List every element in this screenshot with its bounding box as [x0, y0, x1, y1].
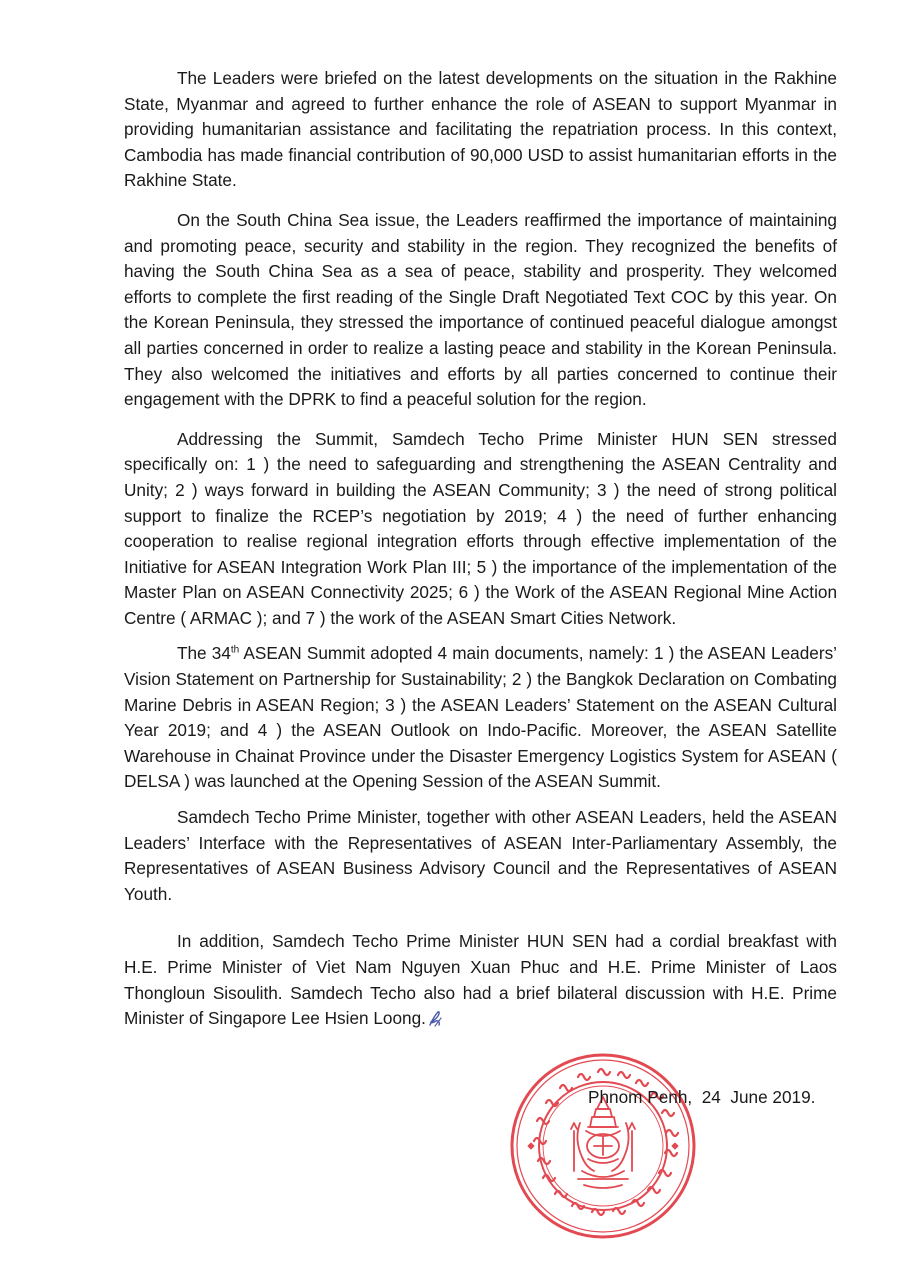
dateline: Phnom Penh, 24 June 2019.: [588, 1087, 816, 1107]
paragraph-bilateral: [124, 929, 837, 1031]
document-body: [124, 66, 837, 1032]
handwritten-initial-icon: [427, 1010, 443, 1028]
paragraph-south-china-sea-text: On the South China Sea issue, the Leaders reaffirmed the importance of maintaining and promoting peace, security and stability in the region. They recognized the benefits of having the South China Sea as a sea of peace, stability and prosperity. They welcomed efforts to complete the first reading of the Single Draft Negotiated Text COC by this year. On the Korean Peninsula, they stressed the importance of continued peaceful dialogue amongst all parties concerned in order to realize a lasting peace and stability in the Korean Peninsula. They also welcomed the initiatives and efforts by all parties concerned to continue their engagement with the DPRK to find a peaceful solution for the region.: [124, 209, 837, 410]
paragraph-rakhine-text: The Leaders were briefed on the latest developments on the situation in the Rakhine State, Myanmar and agreed to further enhance the role of ASEAN to support Myanmar in providing humanitarian assistance and facilitating the repatriation process. In this context, Cambodia has made financial contribution of 90,000 USD to assist humanitarian efforts in the Rakhine State.: [124, 68, 837, 191]
ordinal-superscript: th: [230, 644, 240, 656]
paragraph-rakhine: [124, 66, 837, 194]
paragraph-documents-text: ASEAN Summit adopted 4 main documents, namely: 1 ) the ASEAN Leaders’ Vision Statement on Partnership for Sustainability; 2 ) the Bangkok Declaration on Combating Marine Debris in ASEAN Region; 3 ) the ASEAN Leaders’ Statement on the ASEAN Cultural Year 2019; and 4 ) the ASEAN Outlook on Indo-Pacific. Moreover, the ASEAN Satellite Warehouse in Chainat Province under the Disaster Emergency Logistics System for ASEAN ( DELSA ) was launched at the Opening Session of the ASEAN Summit.: [124, 643, 837, 792]
official-seal-icon: [508, 1051, 698, 1241]
paragraph-leaders-interface: [124, 805, 837, 907]
paragraph-documents-lead: The 34: [177, 643, 231, 664]
paragraph-south-china-sea: [124, 208, 837, 413]
paragraph-summit-address: [124, 427, 837, 632]
paragraph-documents-adopted: [124, 641, 837, 795]
paragraph-leaders-interface-text: Samdech Techo Prime Minister, together with other ASEAN Leaders, held the ASEAN Leaders’ Interface with the Representatives of ASEAN Inter-Parliamentary Assembly, the Representatives of ASEAN Business Advisory Council and the Representatives of ASEAN Youth.: [124, 807, 837, 904]
paragraph-summit-address-text: Addressing the Summit, Samdech Techo Prime Minister HUN SEN stressed specifically on: 1 ) the need to safeguarding and strengthening the ASEAN Centrality and Unity; 2 ) ways forward in building the ASEAN Community; 3 ) the need of strong political support to finalize the RCEP’s negotiation by 2019; 4 ) the need of further enhancing cooperation to realise regional integration efforts through effective implementation of the Initiative for ASEAN Integration Work Plan III; 5 ) the importance of the implementation of the Master Plan on ASEAN Connectivity 2025; 6 ) the Work of the ASEAN Regional Mine Action Centre ( ARMAC ); and 7 ) the work of the ASEAN Smart Cities Network.: [124, 428, 837, 628]
paragraph-bilateral-text: In addition, Samdech Techo Prime Minister HUN SEN had a cordial breakfast with H.E. Prime Minister of Viet Nam Nguyen Xuan Phuc and H.E. Prime Minister of Laos Thongloun Sisoulith. Samdech Techo also had a brief bilateral discussion with H.E. Prime Minister of Singapore Lee Hsien Loong.: [124, 931, 837, 1029]
